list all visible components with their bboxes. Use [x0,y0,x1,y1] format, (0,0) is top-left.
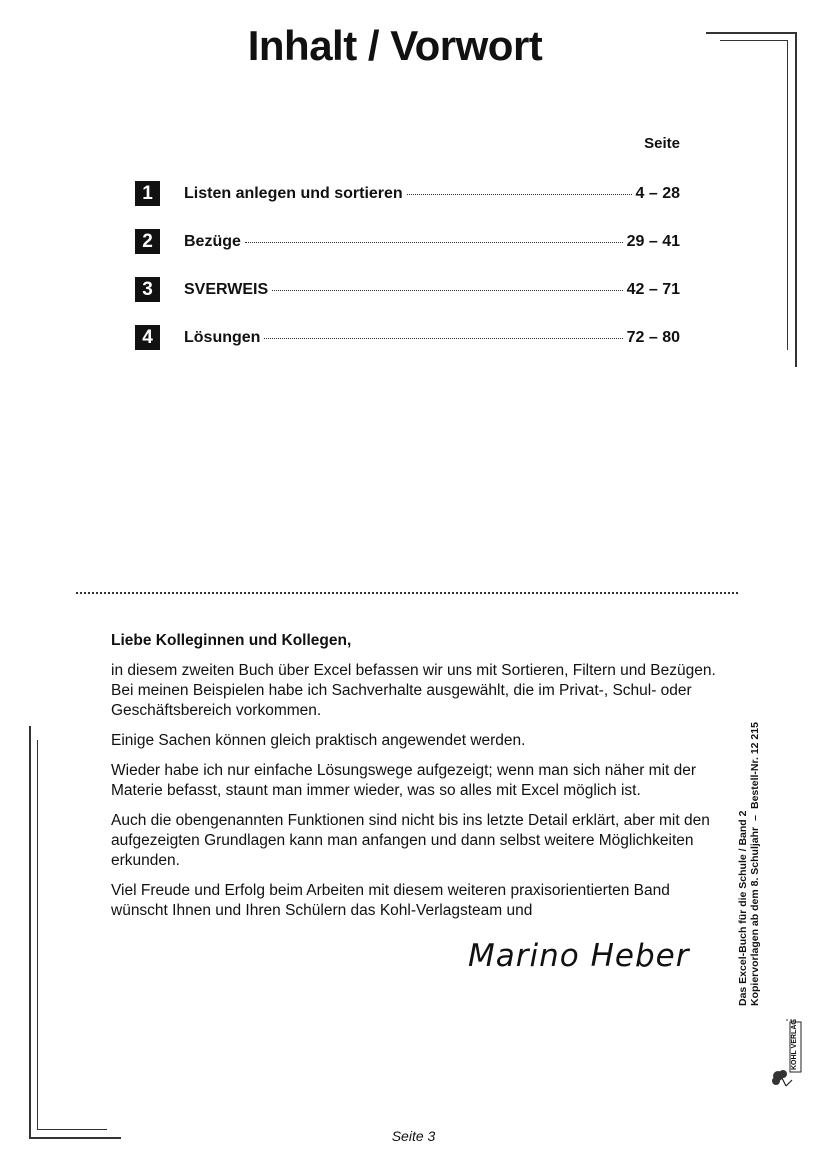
sidebar-book-title: Das Excel-Buch für die Schule / Band 2 [737,810,749,1006]
toc-entry-line [184,281,680,299]
page-number-footer: Seite 3 [391,1128,436,1144]
letter-paragraph: Auch die obengenannten Funktionen sind nicht bis ins letzte Detail erklärt, aber mit den aufgezeigten Grundlagen kann man anfangen und dann selbst weitere Möglichkeiten erkunden. [111,812,710,869]
letter-paragraph: Viel Freude und Erfolg beim Arbeiten mit diesem weiteren praxisorientierten Band wünscht Ihnen und Ihren Schülern das Kohl-Verlagsteam und [111,882,670,919]
letter-paragraph: in diesem zweiten Buch über Excel befassen wir uns mit Sortieren, Filtern und Bezügen. Bei meinen Beispielen habe ich Sachverhalte ausgewählt, die im Privat-, Schul- oder Geschäftsbereich vorkommen. [111,662,716,719]
top-right-frame-line-inner [787,40,788,350]
toc-entry [135,229,680,253]
letter-salutation: Liebe Kolleginnen und Kollegen, [111,632,352,649]
section-divider [76,592,738,594]
book-info-sidebar [737,722,761,1006]
toc-entry-label: Listen anlegen und sortieren [184,185,403,202]
toc-entry [135,277,680,301]
letter-paragraph: Einige Sachen können gleich praktisch angewendet werden. [111,732,526,749]
toc-entry-pages: 4 – 28 [635,185,680,202]
author-signature: Marino Heber [468,938,690,974]
toc-entry-line [184,233,680,251]
toc-leader-dots [407,194,632,195]
toc-entry [135,181,680,205]
toc-leader-dots [245,242,623,243]
toc-entry-line [184,185,680,203]
top-right-frame-line [795,32,797,367]
sidebar-book-subtitle: Kopiervorlagen ab dem 8. Schuljahr – Bestell-Nr. 12 215 [749,722,761,1006]
letter-paragraph: Wieder habe ich nur einfache Lösungswege aufgezeigt; wenn man sich näher mit der Materie befasst, staunt man immer wieder, was so alles mit Excel möglich ist. [111,762,697,799]
toc-page-header: Seite [644,135,680,152]
toc-entry-label: Bezüge [184,233,241,250]
toc-entry [135,325,680,349]
toc-entry-line [184,329,680,347]
bottom-left-frame-line-inner [37,740,38,1130]
toc-entry-label: Lösungen [184,329,261,346]
chapter-number-badge: 1 [135,181,160,206]
toc-entry-pages: 72 – 80 [626,329,680,346]
toc-entry-label: SVERWEIS [184,281,269,298]
logo-text: KOHL VERLAG [791,1019,798,1070]
toc-leader-dots [264,338,622,339]
chapter-number-badge: 2 [135,229,160,254]
bottom-left-frame-line [29,726,31,1138]
toc-entry-pages: 42 – 71 [626,281,680,298]
kohl-verlag-logo [770,1018,802,1090]
chapter-number-badge: 4 [135,325,160,350]
order-number: Bestell-Nr. 12 215 [749,722,761,810]
foreword-letter [111,631,721,931]
toc-leader-dots [272,290,622,291]
page-title: Inhalt / Vorwort [247,22,543,69]
toc-entry-pages: 29 – 41 [626,233,680,250]
table-of-contents [135,181,680,373]
chapter-number-badge: 3 [135,277,160,302]
